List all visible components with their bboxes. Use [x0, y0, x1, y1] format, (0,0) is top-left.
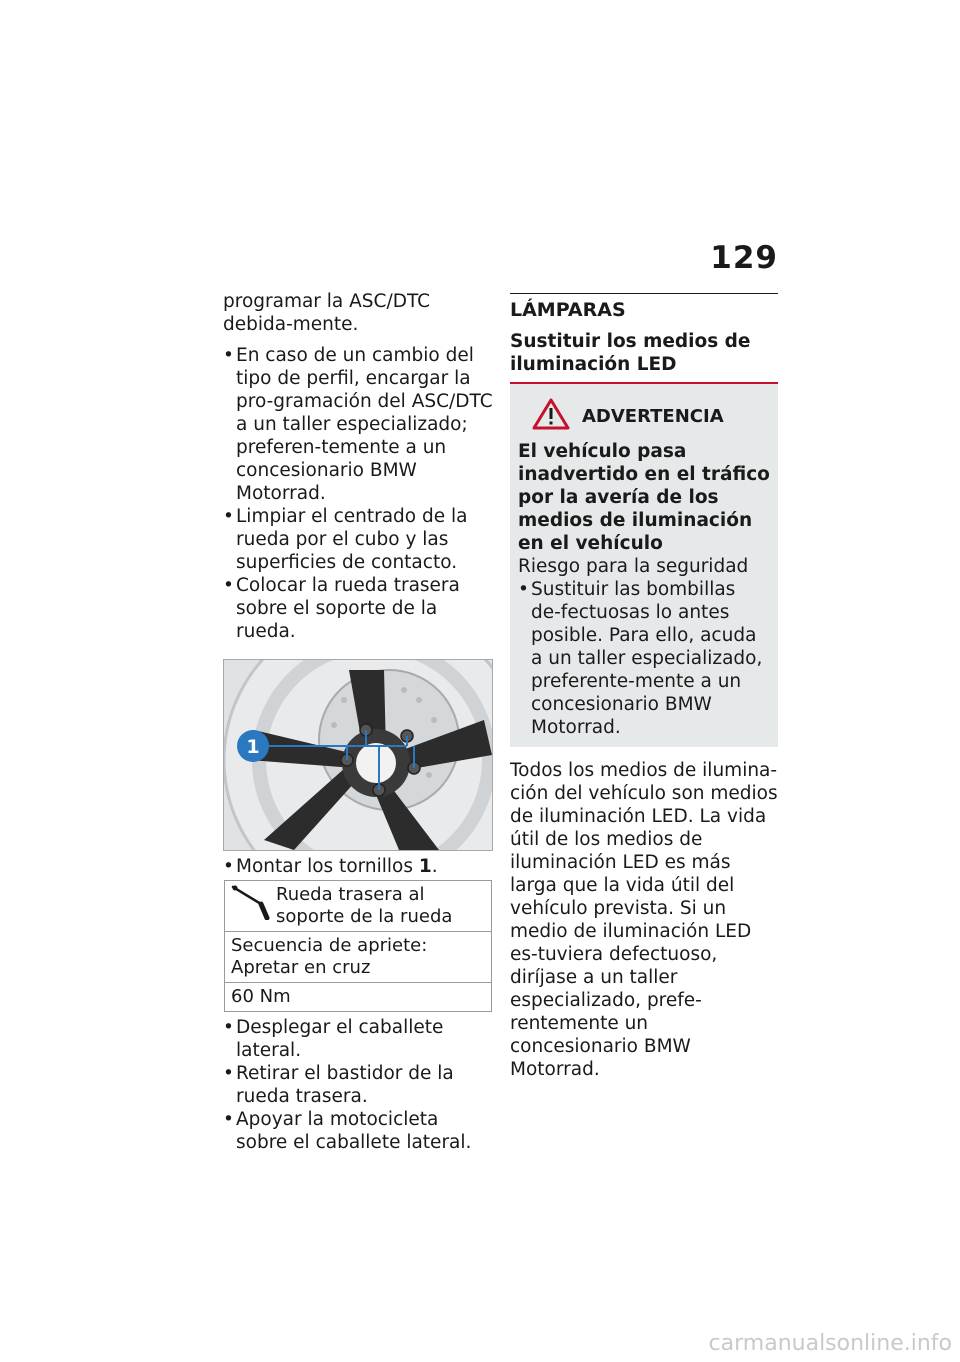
subsection-title: Sustituir los medios de iluminación LED — [510, 331, 751, 375]
torque-spec-header — [225, 881, 492, 932]
torque-wrench-icon — [231, 884, 276, 928]
mount-ref: 1 — [418, 856, 432, 877]
torque-spec-title: Rueda trasera al soporte de la rueda — [276, 884, 453, 927]
steps-list-a — [223, 344, 493, 643]
warning-label: ADVERTENCIA — [582, 405, 724, 427]
warning-actions — [518, 578, 770, 739]
warning-box — [510, 384, 778, 747]
intro-text: programar la ASC/DTC debida-mente. — [223, 291, 431, 335]
left-column — [223, 290, 493, 1154]
list-item: • Apoyar la motocicleta sobre el caballete lateral. — [223, 1108, 493, 1154]
list-item: • Desplegar el caballete lateral. — [223, 1016, 493, 1062]
section-divider — [510, 293, 778, 294]
page-number: 129 — [710, 240, 778, 276]
watermark: carmanualsonline.info — [708, 1331, 952, 1356]
steps-list-b — [223, 1016, 493, 1154]
warning-risk: Riesgo para la seguridad — [518, 556, 749, 577]
mount-text: Montar los tornillos — [236, 856, 419, 877]
list-item: • Retirar el bastidor de la rueda trasera. — [223, 1062, 493, 1108]
mount-suffix: . — [431, 856, 438, 877]
list-item: • Sustituir las bombillas de-fectuosas lo antes posible. Para ello, acuda a un taller especializado, preferente-mente a un concesionario BMW Motorrad. — [518, 578, 770, 739]
torque-value: 60 Nm — [231, 986, 291, 1007]
callout-1-label: 1 — [246, 736, 260, 758]
torque-spec-table — [224, 880, 492, 1012]
warning-title: El vehículo pasa inadvertido en el tráfico por la avería de los medios de iluminación en el vehículo — [518, 441, 770, 554]
wheel-bolts-figure — [223, 659, 493, 851]
list-item: • Colocar la rueda trasera sobre el soporte de la rueda. — [223, 574, 493, 643]
body-paragraph: Todos los medios de ilumina-ción del vehículo son medios de iluminación LED. La vida útil de los medios de iluminación LED es más larga que la vida útil del vehículo prevista. Si un medio de iluminación LED es-tuviera defectuoso, diríjase a un taller especializado, prefe-rentemente un concesionario BMW Motorrad. — [510, 760, 778, 1080]
warning-triangle-icon — [532, 398, 570, 434]
section-title: LÁMPARAS — [510, 299, 626, 321]
list-item: • En caso de un cambio del tipo de perfil, encargar la pro-gramación del ASC/DTC a un taller especializado; preferen-temente a un concesionario BMW Motorrad. — [223, 344, 493, 505]
right-column — [510, 293, 778, 1081]
wheel-illustration — [224, 660, 492, 850]
torque-sequence: Secuencia de apriete: Apretar en cruz — [225, 932, 492, 983]
list-item: • Limpiar el centrado de la rueda por el cubo y las superficies de contacto. — [223, 505, 493, 574]
steps-list-mount — [223, 855, 493, 878]
list-item — [223, 855, 493, 878]
